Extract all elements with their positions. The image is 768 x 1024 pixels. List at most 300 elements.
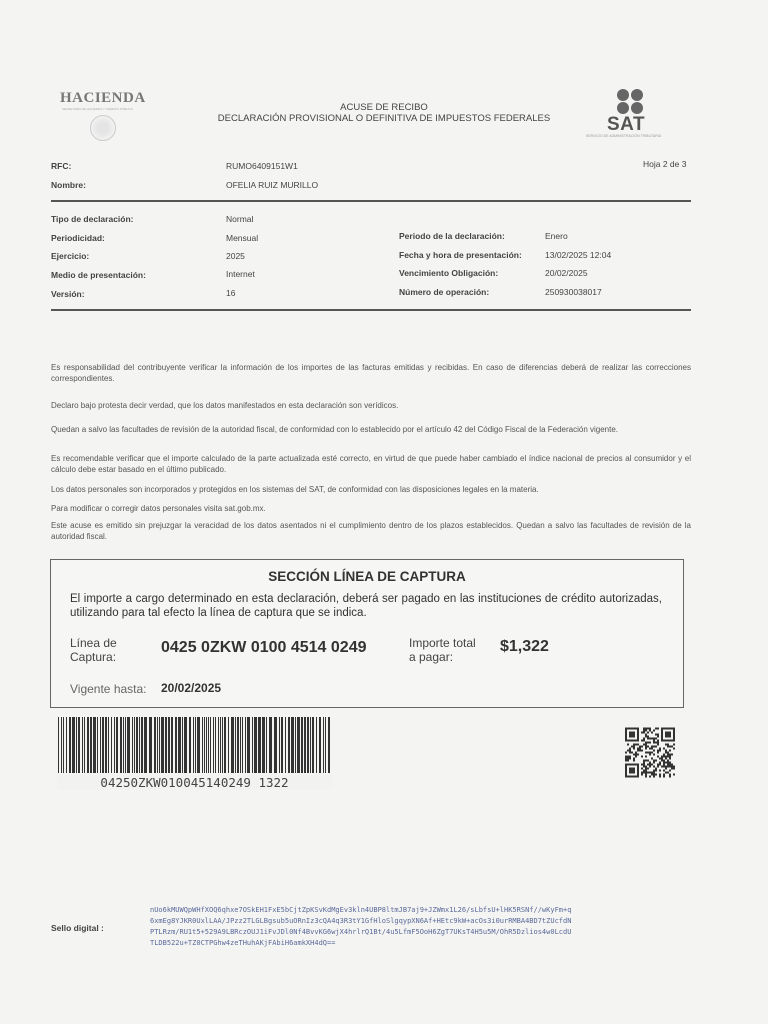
qr-module [651, 772, 653, 774]
qr-module [667, 746, 669, 748]
qr-module [625, 740, 627, 742]
qr-module [631, 768, 633, 770]
qr-module [633, 776, 635, 778]
barcode-bar [100, 717, 101, 773]
barcode-bar [206, 717, 207, 773]
document-title: ACUSE DE RECIBO [340, 102, 428, 113]
barcode-bar [87, 717, 89, 773]
qr-module [637, 732, 639, 734]
qr-module [649, 738, 651, 740]
qr-module [627, 728, 629, 730]
barcode-bar [193, 717, 194, 773]
qr-module [627, 760, 629, 762]
name-label: Nombre: [51, 180, 86, 190]
qr-module [647, 732, 649, 734]
qr-module [629, 756, 631, 758]
barcode-bar [189, 717, 191, 773]
barcode-bar [159, 717, 160, 773]
qr-module [647, 772, 649, 774]
barcode-bar [323, 717, 324, 773]
legal-paragraph: Quedan a salvo las facultades de revisión de la autoridad fiscal, de conformidad con lo establecido por el artículo 42 del Código Fiscal de la Federación vigente. [51, 425, 619, 434]
qr-module [645, 770, 647, 772]
qr-module [657, 764, 659, 766]
qr-module [653, 750, 655, 752]
qr-module [669, 762, 671, 764]
barcode-bar [235, 717, 236, 773]
qr-module [663, 776, 665, 778]
qr-module [625, 738, 627, 740]
qr-module [651, 752, 653, 754]
qr-module [669, 758, 671, 760]
qr-module [625, 752, 627, 754]
qr-module [625, 774, 627, 776]
qr-module [657, 752, 659, 754]
qr-module [669, 766, 671, 768]
qr-module [665, 772, 667, 774]
qr-module [673, 730, 675, 732]
barcode-bar [328, 717, 330, 773]
qr-module [653, 740, 655, 742]
qr-module [671, 754, 673, 756]
qr-module [669, 734, 671, 736]
barcode-bar [69, 717, 71, 773]
qr-module [639, 748, 641, 750]
qr-module [629, 772, 631, 774]
qr-module [667, 732, 669, 734]
rfc-value: RUMO6409151W1 [226, 161, 298, 171]
qr-module [669, 732, 671, 734]
barcode-bar [61, 717, 62, 773]
qr-module [647, 764, 649, 766]
qr-module [625, 736, 627, 738]
qr-module [641, 764, 643, 766]
qr-module [643, 740, 645, 742]
qr-module [667, 762, 669, 764]
qr-module [625, 728, 627, 730]
qr-module [627, 756, 629, 758]
barcode-bar [231, 717, 234, 773]
qr-module [651, 746, 653, 748]
qr-module [657, 728, 659, 730]
qr-module [667, 752, 669, 754]
qr-module [647, 768, 649, 770]
qr-module [661, 734, 663, 736]
qr-module [643, 744, 645, 746]
qr-module [637, 734, 639, 736]
barcode-bar [279, 717, 280, 773]
qr-module [637, 728, 639, 730]
qr-module [635, 776, 637, 778]
qr-module [631, 776, 633, 778]
qr-module [645, 728, 647, 730]
detail-label: Número de operación: [399, 287, 490, 297]
qr-module [645, 760, 647, 762]
qr-module [645, 734, 647, 736]
qr-module [669, 770, 671, 772]
qr-code-icon [625, 727, 675, 778]
detail-value: Normal [226, 214, 254, 224]
qr-module [645, 746, 647, 748]
qr-module [641, 774, 643, 776]
qr-module [659, 762, 661, 764]
qr-module [663, 754, 665, 756]
detail-value: Internet [226, 269, 255, 279]
qr-module [649, 766, 651, 768]
qr-module [665, 768, 667, 770]
barcode-number: 04250ZKW010045140249 1322 [57, 775, 332, 790]
qr-module [673, 732, 675, 734]
qr-module [673, 734, 675, 736]
qr-module [627, 744, 629, 746]
qr-module [633, 734, 635, 736]
qr-module [665, 758, 667, 760]
qr-module [629, 768, 631, 770]
page-number: Hoja 2 de 3 [643, 159, 687, 169]
qr-module [635, 752, 637, 754]
qr-module [653, 774, 655, 776]
qr-module [655, 738, 657, 740]
qr-module [661, 766, 663, 768]
qr-module [665, 732, 667, 734]
qr-module [659, 776, 661, 778]
barcode-bar [310, 717, 311, 773]
barcode-bar [136, 717, 138, 773]
qr-module [665, 752, 667, 754]
qr-module [665, 750, 667, 752]
qr-module [661, 760, 663, 762]
qr-module [669, 736, 671, 738]
qr-module [629, 728, 631, 730]
qr-module [629, 764, 631, 766]
qr-module [667, 764, 669, 766]
barcode-bar [184, 717, 187, 773]
barcode-bar [120, 717, 122, 773]
qr-module [639, 746, 641, 748]
barcode-bar [111, 717, 112, 773]
barcode-bar [274, 717, 277, 773]
barcode-bar [213, 717, 214, 773]
barcode-bar [312, 717, 314, 773]
qr-module [671, 768, 673, 770]
qr-module [643, 738, 645, 740]
qr-module [637, 772, 639, 774]
qr-module [635, 754, 637, 756]
qr-module [633, 758, 635, 760]
qr-module [657, 742, 659, 744]
barcode-bar [63, 717, 64, 773]
barcode-bar [208, 717, 209, 773]
qr-module [667, 756, 669, 758]
qr-module [647, 752, 649, 754]
qr-module [649, 754, 651, 756]
qr-module [669, 728, 671, 730]
digital-seal-value: nUo6kMUWQpWHfXOQ6qhxe7OSkEH1FxE5bCjtZpKSvKdMgEv3kln4UBP8ltmJB7aj9+JZWmx1L26/sLbfsU+lHK5RSNf//wKyFm+q 6xmEg8YJKR0UxlLAA/JPzz2TLGLBgsub5uORnIz3cQA4q3R3tY1GfHloSlgqypXN6Af+HEtc9kW+acOs3i0urRMBA4BD7tZUcfdN PTLRzm/RU1t5+529A9LBRczOUJ1iFvJDl0Nf4BvvKG6wjX4hrlrQ1Bt/4u5LfmF5OoH6ZgT7UKsT4H5u5M/OhR5Dzlios4w0LcdU TLDB522u+TZ0CTPGhw4zeTHuhAKjFAbiH6amkXH4dQ== [150, 906, 572, 947]
qr-module [625, 732, 627, 734]
qr-module [641, 756, 643, 758]
barcode-bar [242, 717, 243, 773]
qr-module [657, 750, 659, 752]
qr-module [637, 768, 639, 770]
qr-module [633, 728, 635, 730]
barcode-bar [175, 717, 177, 773]
qr-module [641, 768, 643, 770]
qr-module [631, 734, 633, 736]
barcode-bar [258, 717, 261, 773]
qr-module [637, 764, 639, 766]
barcode-bar [222, 717, 223, 773]
qr-module [633, 768, 635, 770]
qr-module [661, 758, 663, 760]
barcode-bar [240, 717, 241, 773]
barcode-bar [285, 717, 286, 773]
barcode-bar [141, 717, 143, 773]
qr-module [653, 772, 655, 774]
qr-module [641, 732, 643, 734]
qr-module [667, 736, 669, 738]
capture-line-section [50, 559, 684, 708]
barcode-bar [304, 717, 306, 773]
qr-module [653, 770, 655, 772]
qr-module [637, 750, 639, 752]
barcode-bar [297, 717, 300, 773]
qr-module [653, 776, 655, 778]
barcode-bar [93, 717, 96, 773]
qr-module [659, 764, 661, 766]
qr-module [649, 776, 651, 778]
qr-module [657, 736, 659, 738]
qr-module [629, 758, 631, 760]
qr-module [637, 736, 639, 738]
qr-module [627, 740, 629, 742]
qr-module [631, 732, 633, 734]
qr-module [653, 730, 655, 732]
qr-module [661, 756, 663, 758]
qr-module [673, 748, 675, 750]
qr-module [645, 736, 647, 738]
qr-module [637, 730, 639, 732]
qr-module [665, 744, 667, 746]
total-amount-value: $1,322 [500, 638, 549, 655]
qr-module [631, 746, 633, 748]
qr-module [653, 742, 655, 744]
detail-label: Fecha y hora de presentación: [399, 250, 522, 260]
barcode-bar [218, 717, 219, 773]
qr-module [665, 736, 667, 738]
qr-module [629, 736, 631, 738]
barcode-bar [134, 717, 135, 773]
qr-module [625, 758, 627, 760]
qr-module [625, 776, 627, 778]
qr-module [645, 772, 647, 774]
qr-module [661, 730, 663, 732]
qr-module [659, 774, 661, 776]
qr-module [665, 762, 667, 764]
qr-module [637, 770, 639, 772]
qr-module [629, 740, 631, 742]
qr-module [643, 730, 645, 732]
qr-module [669, 776, 671, 778]
barcode-bar [266, 717, 267, 773]
qr-module [669, 756, 671, 758]
qr-module [647, 736, 649, 738]
qr-module [639, 750, 641, 752]
qr-module [637, 766, 639, 768]
barcode-bar [82, 717, 83, 773]
detail-label: Versión: [51, 289, 85, 299]
qr-module [667, 772, 669, 774]
qr-module [645, 742, 647, 744]
qr-module [653, 762, 655, 764]
qr-module [625, 768, 627, 770]
qr-module [633, 760, 635, 762]
qr-module [631, 752, 633, 754]
qr-module [659, 748, 661, 750]
qr-module [637, 740, 639, 742]
barcode-bar [301, 717, 303, 773]
qr-module [663, 770, 665, 772]
legal-paragraph: Es responsabilidad del contribuyente verificar la información de los importes de las facturas emitidas y recibidas. En caso de diferencias deberá de realizar las correcciones correspondientes. [51, 363, 691, 383]
detail-value: 250930038017 [545, 287, 602, 297]
qr-module [645, 766, 647, 768]
qr-module [657, 740, 659, 742]
qr-module [643, 762, 645, 764]
qr-module [625, 760, 627, 762]
capture-section-title: SECCIÓN LÍNEA DE CAPTURA [268, 569, 466, 584]
qr-module [673, 738, 675, 740]
qr-module [643, 760, 645, 762]
qr-module [627, 750, 629, 752]
barcode-bar [123, 717, 124, 773]
qr-module [633, 764, 635, 766]
qr-module [655, 728, 657, 730]
qr-module [631, 764, 633, 766]
barcode-bar [72, 717, 75, 773]
qr-module [659, 758, 661, 760]
qr-module [643, 764, 645, 766]
detail-label: Periodo de la declaración: [399, 231, 505, 241]
barcode-bar [78, 717, 80, 773]
barcode-bar [319, 717, 321, 773]
qr-module [643, 770, 645, 772]
qr-module [645, 730, 647, 732]
payment-barcode [57, 717, 332, 773]
qr-module [643, 732, 645, 734]
detail-label: Vencimiento Obligación: [399, 268, 499, 278]
qr-module [661, 728, 663, 730]
barcode-bar [154, 717, 156, 773]
qr-module [625, 772, 627, 774]
qr-module [629, 770, 631, 772]
barcode-bar [116, 717, 118, 773]
qr-module [633, 744, 635, 746]
barcode-bar [325, 717, 326, 773]
qr-module [653, 760, 655, 762]
qr-module [637, 744, 639, 746]
qr-module [643, 772, 645, 774]
qr-module [629, 732, 631, 734]
qr-module [633, 736, 635, 738]
qr-module [673, 774, 675, 776]
qr-module [643, 766, 645, 768]
qr-module [645, 774, 647, 776]
barcode-bar [157, 717, 158, 773]
qr-module [647, 728, 649, 730]
barcode-bar [262, 717, 265, 773]
qr-module [667, 744, 669, 746]
capture-section-text: El importe a cargo determinado en esta declaración, deberá ser pagado en las instituciones de crédito autorizadas, utilizando para tal efecto la línea de captura que se indica. [70, 593, 662, 619]
qr-module [657, 766, 659, 768]
barcode-bar [237, 717, 239, 773]
qr-module [629, 750, 631, 752]
barcode-bar [288, 717, 290, 773]
barcode-bar [245, 717, 246, 773]
barcode-bar [204, 717, 205, 773]
qr-module [663, 728, 665, 730]
qr-module [625, 766, 627, 768]
valid-until-value: 20/02/2025 [161, 681, 222, 695]
barcode-bar [108, 717, 109, 773]
qr-module [629, 734, 631, 736]
qr-module [651, 758, 653, 760]
qr-module [629, 776, 631, 778]
qr-module [669, 774, 671, 776]
capture-line-label: Línea de Captura: [70, 636, 117, 664]
divider-bottom [51, 309, 691, 311]
qr-module [663, 766, 665, 768]
qr-module [649, 728, 651, 730]
divider-top [51, 200, 691, 202]
qr-module [653, 766, 655, 768]
hacienda-logo: HACIENDA [60, 90, 146, 106]
qr-module [649, 752, 651, 754]
qr-module [647, 738, 649, 740]
barcode-bar [197, 717, 200, 773]
barcode-bar [210, 717, 211, 773]
barcode-bar [144, 717, 147, 773]
qr-module [629, 748, 631, 750]
barcode-bar [90, 717, 92, 773]
qr-module [669, 754, 671, 756]
qr-module [645, 744, 647, 746]
qr-module [653, 754, 655, 756]
qr-module [635, 728, 637, 730]
barcode-bar [291, 717, 294, 773]
total-amount-label: Importe total a pagar: [409, 636, 476, 664]
qr-module [625, 734, 627, 736]
legal-paragraph: Este acuse es emitido sin prejuzgar la veracidad de los datos asentados ni el cumplimiento dentro de los plazos establecidos. Quedan a salvo las facultades de revisión de la autoridad fiscal. [51, 521, 691, 541]
barcode-bar [254, 717, 257, 773]
barcode-bar [281, 717, 283, 773]
qr-module [663, 774, 665, 776]
qr-module [625, 770, 627, 772]
detail-label: Periodicidad: [51, 233, 105, 243]
barcode-bar [295, 717, 296, 773]
qr-module [635, 756, 637, 758]
qr-module [669, 764, 671, 766]
qr-module [633, 732, 635, 734]
barcode-bar [114, 717, 115, 773]
qr-module [651, 732, 653, 734]
qr-module [663, 756, 665, 758]
qr-module [631, 736, 633, 738]
qr-module [667, 728, 669, 730]
qr-module [673, 766, 675, 768]
qr-module [635, 764, 637, 766]
qr-module [645, 776, 647, 778]
qr-module [669, 750, 671, 752]
qr-module [641, 746, 643, 748]
barcode-bar [307, 717, 309, 773]
